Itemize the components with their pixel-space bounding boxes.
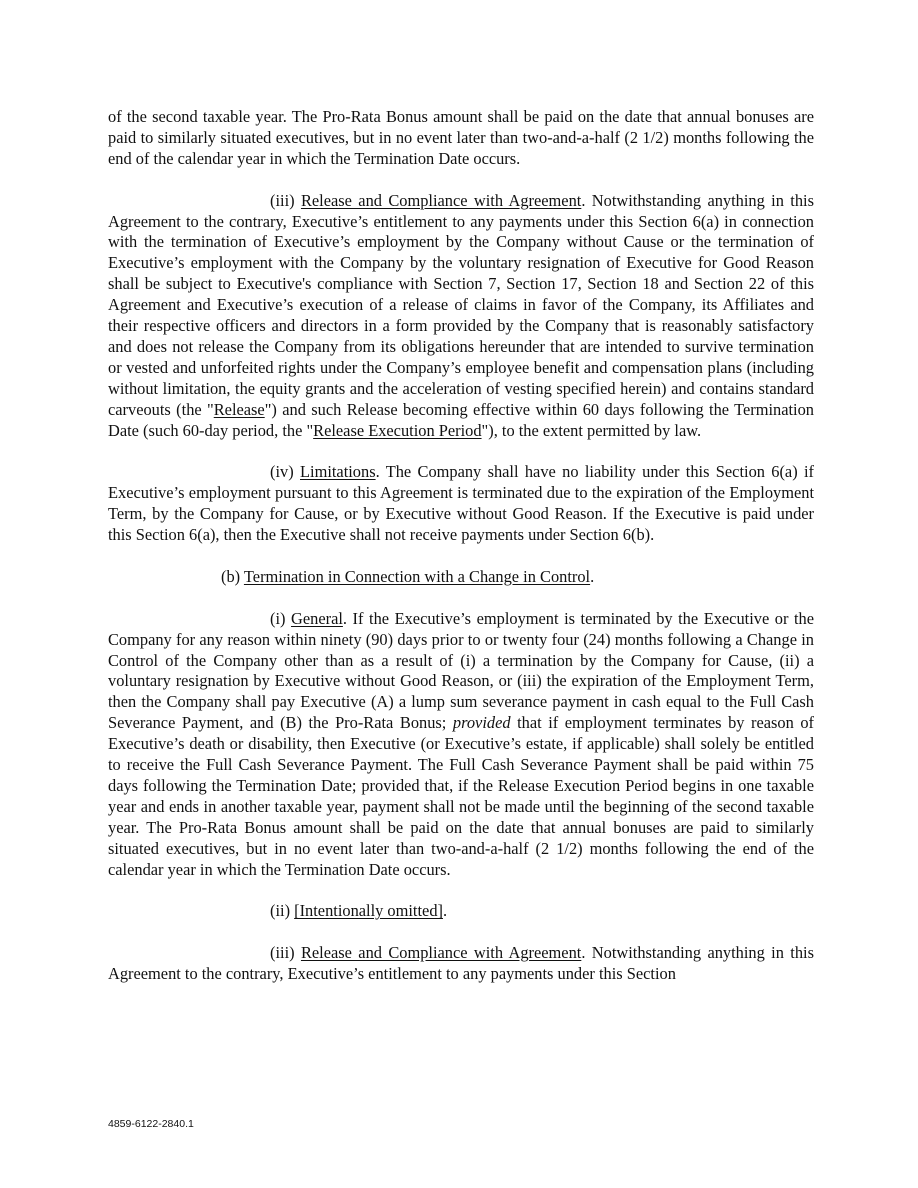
paragraph-text: . [590,566,595,586]
paragraph-continuation [108,107,814,170]
paragraph-general [108,609,814,881]
paragraph-text: . The Company shall have no liability under this Section 6(a) if Executive’s employment pursuant to this Agreement is terminated due to the expiration of the Employment Term, by the Company for Cause, or by Executive without Good Reason. If the Executive is paid under this Section 6(a), then the Executive shall not receive payments under Section 6(b). [108,462,815,545]
clause-heading: Release and Compliance with Agreement [300,943,582,963]
paragraph-text: . Notwithstanding anything in this Agreement to the contrary, Executive’s entitlement to any payments under this Section 6(a) in connection with the termination of Executive’s employment by the Company without Cause or the termination of Executive’s employment with the Company by the voluntary resignation of Executive for Good Reason shall be subject to Executive's compliance with Section 7, Section 17, Section 18 and Section 22 of this Agreement and Executive’s execution of a release of claims in favor of the Company, its Affiliates and their respective officers and directors in a form provided by the Company that is reasonably satisfactory and does not release the Company from its obligations hereunder that are intended to survive termination or vested and unforfeited rights under the Company’s employee benefit and compensation plans (including without limitation, the equity grants and the acceleration of vesting specified herein) and contains standard carveouts (the " [108,190,814,419]
paragraph-limitations [108,462,814,546]
paragraph-text: ") and such Release becoming effective within 60 days following the Termination Date (such 60-day period, the " [108,399,814,440]
clause-heading: General [291,608,343,628]
clause-number: (iii) [270,190,301,210]
document-body [108,107,814,985]
clause-heading: Release and Compliance with Agreement [300,190,582,210]
paragraph-release-compliance-b [108,943,814,985]
clause-heading: [Intentionally omitted] [294,901,443,921]
clause-number: (ii) [270,901,295,921]
paragraph-text: "), to the extent permitted by law. [481,420,702,440]
clause-heading: Limitations [300,462,376,482]
paragraph-text: . Notwithstanding anything in this Agreement to the contrary, Executive’s entitlement to any payments under this Section [108,943,814,984]
defined-term-release: Release [213,399,265,419]
document-id-footer: 4859-6122-2840.1 [108,1118,194,1130]
paragraph-release-compliance-a [108,191,814,442]
clause-number: (b) [221,566,244,586]
clause-number: (i) [270,608,292,628]
clause-heading: Termination in Connection with a Change in Control [243,566,591,586]
clause-number: (iv) [270,462,300,482]
paragraph-text: . If the Executive’s employment is terminated by the Executive or the Company for any reason within ninety (90) days prior to or twenty four (24) months following a Change in Control of the Company other than as a result of (i) a termination by the Company for Cause, (ii) a voluntary resignation by Executive without Good Reason, or (iii) the expiration of the Employment Term, then the Company shall pay Executive (A) a lump sum severance payment in cash equal to the Full Cash Severance Payment, and (B) the Pro-Rata Bonus; [108,608,814,733]
clause-number: (iii) [270,943,301,963]
italic-term-provided: provided [452,713,511,733]
paragraph-text: that if employment terminates by reason of Executive’s death or disability, then Executive (or Executive’s estate, if applicable) shall solely be entitled to receive the Full Cash Severance Payment. The Full Cash Severance Payment shall be paid within 75 days following the Termination Date; provided that, if the Release Execution Period begins in one taxable year and ends in another taxable year, payment shall not be made until the beginning of the second taxable year. The Pro-Rata Bonus amount shall be paid on the date that annual bonuses are paid to similarly situated executives, but in no event later than two-and-a-half (2 1/2) months following the end of the calendar year in which the Termination Date occurs. [108,713,814,879]
section-heading-change-in-control [108,567,814,588]
paragraph-text: . [442,901,448,921]
defined-term-release-execution-period: Release Execution Period [313,420,482,440]
paragraph-intentionally-omitted [108,901,814,922]
paragraph-text: of the second taxable year. The Pro-Rata Bonus amount shall be paid on the date that annual bonuses are paid to similarly situated executives, but in no event later than two-and-a-half (2 1/2) months following the end of the calendar year in which the Termination Date occurs. [108,107,814,168]
